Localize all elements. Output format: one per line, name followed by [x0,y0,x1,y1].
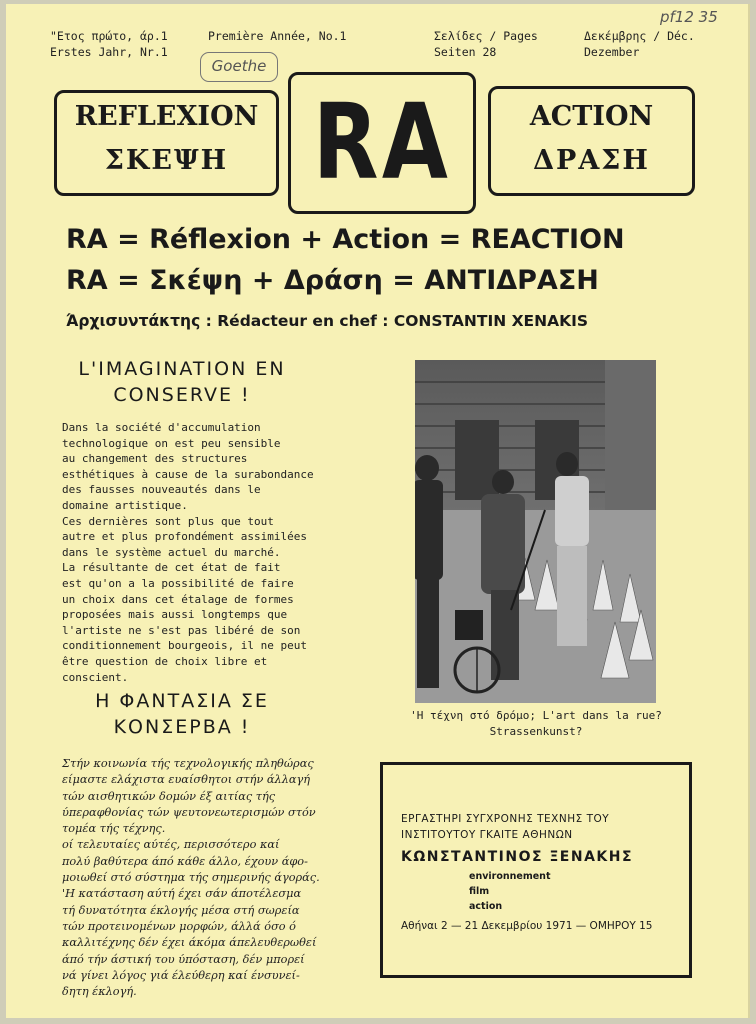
pages-german: Seiten 28 [434,45,497,59]
article-greek-body: Στήν κοινωνία τής τεχνολογικής πληθώρας είμαστε ελάχιστα ευαίσθητοι στήν άλλαγή τών αισθητικών δομών έξ αιτίας τής ύπεραφθονίας τών ψευτονεωτερισμών στόν τομέα τής τέχνης. οί τελευταίες αύτές, περισσότερο καί πολύ βαθύτερα άπό κάθε άλλο, έχουν άφο- μοιωθεί στό σύστημα τής σημερινής άγοράς. 'Η κατάσταση αύτή έχει σάν άποτέλεσμα τή δυνατότητα έκλογής μέσα στή σωρεία τών προτεινομένων μορφών, άλλά όσο ό καλλιτέχνης δέν έχει άκόμα άπελευθερωθεί άπό τήν άστική του ύπόσταση, δέν μπορεί νά γίνει λόγος γιά έλεύθερη καί ένσυνεί- δητη έκλογή. [62,757,320,999]
article-french-title: L'IMAGINATION EN CONSERVE ! [78,358,286,406]
month-german: Dezember [584,45,640,59]
medium-film: film [469,886,490,897]
workshop-line-2: ΙΝΣΤΙΤΟΥΤΟΥ ΓΚΑΙΤΕ ΑΘΗΝΩΝ [401,829,573,841]
workshop-line-1: ΕΡΓΑΣΤΗΡΙ ΣΥΓΧΡΟΝΗΣ ΤΕΧΝΗΣ ΤΟΥ [401,813,610,825]
street-art-photo [415,360,656,703]
reflexion-label: REFLEXION [74,101,259,132]
photo-caption: 'Η τέχνη στό δρόμο; L'art dans la rue? Strassenkunst? [410,709,662,738]
equation-french: RA = Réflexion + Action = REACTION [66,224,625,255]
equation-greek: RA = Σκέψη + Δράση = ΑΝΤΙΔΡΑΣΗ [66,265,599,296]
pages-greek-french: Σελίδες / Pages [434,29,538,43]
ra-logo: RA [312,81,452,203]
medium-action: action [469,901,503,912]
issue-french: Première Année, No.1 [208,29,347,43]
ra-logo-box [288,72,476,214]
month-greek-french: Δεκέμβρης / Déc. [584,29,695,43]
drasi-label: ΔΡΑΣΗ [533,145,650,176]
handwritten-reference: pf12 35 [660,8,718,26]
photo-illustration [415,360,656,703]
action-label: ACTION [529,101,654,132]
issue-german: Erstes Jahr, Nr.1 [50,45,168,59]
skepsi-label: ΣΚΕΨΗ [104,145,229,176]
medium-environnement: environnement [469,871,551,882]
exhibition-box [380,762,692,978]
handwritten-stamp: Goethe [200,52,278,82]
article-french-body: Dans la société d'accumulation technologique on est peu sensible au changement des structures esthétiques à cause de la surabondance des fausses nouveautés dans le domaine artistique. Ces dernières sont plus que tout autre et plus profondément assimilées dans le système actuel du marché. La résultante de cet état de fait est qu'on a la possibilité de faire un choix dans cet étalage de formes proposées mais aussi longtemps que l'artiste ne s'est pas libéré de son conditionnement bourgeois, il ne peut être question de choix libre et conscient. [62,421,314,684]
issue-greek: "Ετος πρώτο, άρ.1 [50,29,168,43]
artist-name: ΚΩΝΣΤΑΝΤΙΝΟΣ ΞΕΝΑΚΗΣ [401,849,634,865]
article-greek-title: Η ΦΑΝΤΑΣΙΑ ΣΕ ΚΟΝΣΕΡΒΑ ! [95,690,269,738]
reflexion-box [54,90,279,196]
editor-line: Άρχισυντάκτης : Rédacteur en chef : CONSTANTIN XENAKIS [66,312,589,330]
action-box [488,86,695,196]
exhibition-dates: Αθήναι 2 — 21 Δεκεμβρίου 1971 — ΟΜΗΡΟΥ 15 [401,920,653,932]
